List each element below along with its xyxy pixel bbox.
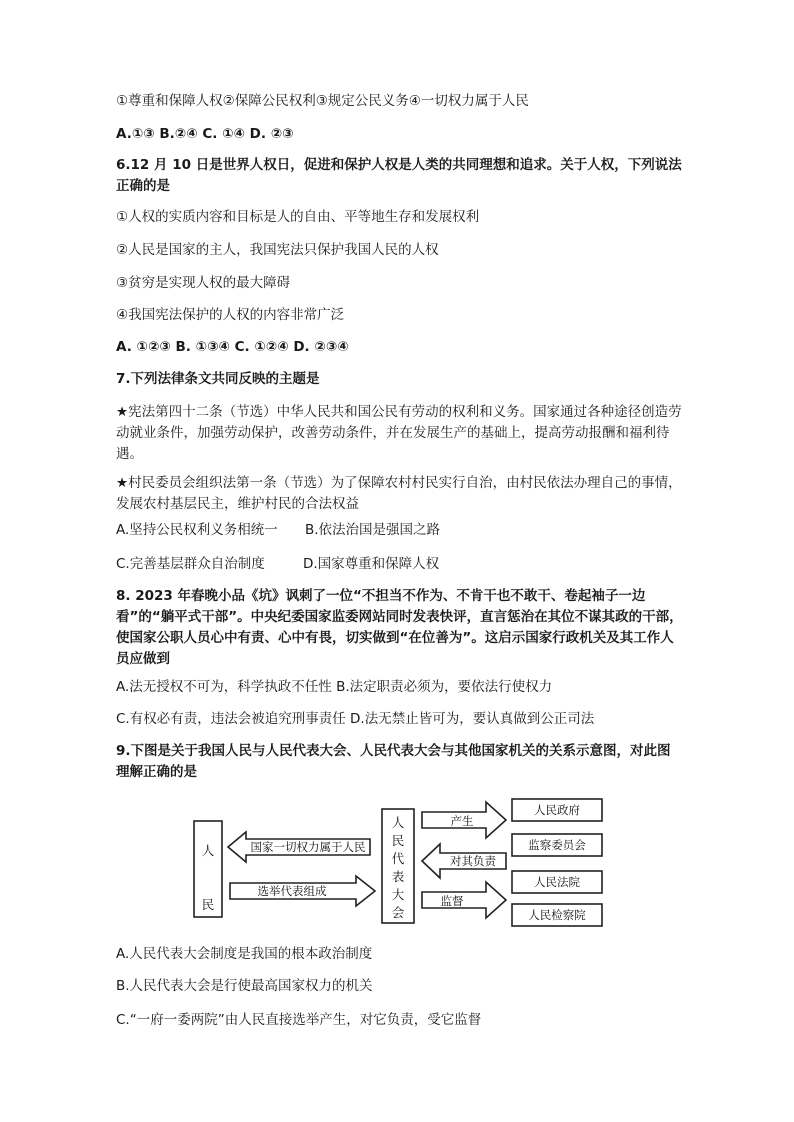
supervision-commission-label: 监察委员会 — [528, 838, 586, 852]
q7-option-a: A.坚持公民权利义务相统一 — [116, 522, 278, 538]
congress-char-5: 大 — [391, 887, 405, 902]
q6-statement-4: ④我国宪法保护的人权的内容非常广泛 — [116, 307, 345, 323]
q9-option-c: C.“一府一委两院”由人民直接选举产生，对它负责，受它监督 — [116, 1012, 482, 1028]
produce-arrow-label: 产生 — [450, 814, 474, 828]
q6-options: A. ①②③ B. ①③④ C. ①②④ D. ②③④ — [116, 339, 349, 355]
q7-article-1: ★宪法第四十二条（节选）中华人民共和国公民有劳动的权利和义务。国家通过各种途径创造劳动就业条件，加强劳动保护，改善劳动条件，并在发展生产的基础上，提高劳动报酬和福利待遇。 — [116, 404, 682, 462]
q7-stem: 7.下列法律条文共同反映的主题是 — [116, 371, 320, 387]
government-label: 人民政府 — [534, 803, 580, 817]
q7-option-c: C.完善基层群众自治制度 — [116, 556, 265, 572]
q9-stem: 9.下图是关于我国人民与人民代表大会、人民代表大会与其他国家机关的关系示意图，对此图 理解正确的是 — [116, 743, 671, 780]
supervise-arrow-label: 监督 — [440, 894, 464, 908]
q9-option-b: B.人民代表大会是行使最高国家权力的机关 — [116, 978, 373, 994]
procuratorate-label: 人民检察院 — [528, 908, 586, 922]
congress-char-3: 代 — [391, 851, 405, 866]
congress-char-6: 会 — [391, 905, 405, 920]
q7-option-b: B.依法治国是强国之路 — [305, 522, 441, 538]
q8-options-cd: C.有权必有责，违法会被追究刑事责任 D.法无禁止皆可为，要认真做到公正司法 — [116, 711, 595, 727]
elect-arrow-label: 选举代表组成 — [257, 884, 327, 898]
congress-char-1: 人 — [391, 815, 405, 830]
people-label-1: 人 — [201, 843, 215, 858]
responsible-arrow-label: 对其负责 — [450, 854, 496, 868]
q8-stem: 8. 2023 年春晚小品《坑》讽刺了一位“不担当不作为、不肯干也不敢干、卷起袖子一边看”的“躺平式干部”。中央纪委国家监委网站同时发表快评，直言惩治在其位不谋其政的干部，使国家公职人员心中有责、心中有畏，切实做到“在位善为”。这启示国家行政机关及其工作人员应做到 — [116, 588, 683, 667]
q9-option-a: A.人民代表大会制度是我国的根本政治制度 — [116, 946, 373, 962]
q6-statement-2: ②人民是国家的主人，我国宪法只保护我国人民的人权 — [116, 242, 439, 258]
power-arrow-label: 国家一切权力属于人民 — [250, 840, 366, 854]
relationship-diagram — [190, 797, 620, 932]
congress-char-2: 民 — [391, 833, 405, 848]
q7-option-d: D.国家尊重和保障人权 — [303, 556, 440, 572]
congress-char-4: 表 — [391, 869, 405, 884]
q6-statement-3: ③贫穷是实现人权的最大障碍 — [116, 275, 291, 291]
q6-statement-1: ①人权的实质内容和目标是人的自由、平等地生存和发展权利 — [116, 209, 480, 225]
q5-statements: ①尊重和保障人权②保障公民权利③规定公民义务④一切权力属于人民 — [116, 93, 529, 109]
court-label: 人民法院 — [534, 875, 580, 889]
q8-options-ab: A.法无授权不可为，科学执政不任性 B.法定职责必须为，要依法行使权力 — [116, 679, 553, 695]
q5-options: A.①③ B.②④ C. ①④ D. ②③ — [116, 126, 294, 142]
people-label-2: 民 — [201, 897, 215, 912]
supervise-arrow — [422, 882, 506, 918]
q6-stem: 6.12 月 10 日是世界人权日，促进和保护人权是人类的共同理想和追求。关于人权，下列说法正确的是 — [116, 157, 682, 194]
q7-article-2: ★村民委员会组织法第一条（节选）为了保障农村村民实行自治，由村民依法办理自己的事情，发展农村基层民主，维护村民的合法权益 — [116, 475, 682, 512]
